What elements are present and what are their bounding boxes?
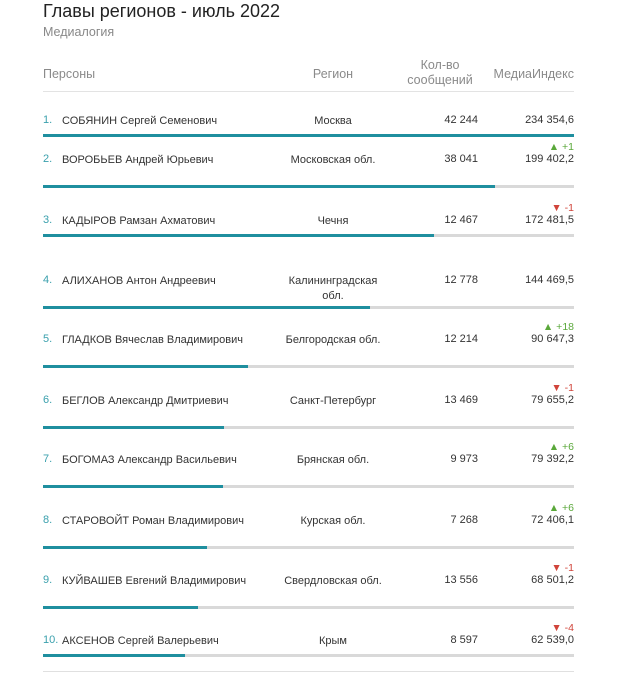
row-rank: 8. xyxy=(43,514,53,526)
row-media-index: 79 392,2 xyxy=(531,453,574,465)
row-message-count: 8 597 xyxy=(450,634,478,646)
column-header-count-line2: сообщений xyxy=(407,73,473,87)
row-index-bar-fill xyxy=(43,185,495,188)
table-row[interactable] xyxy=(0,443,620,503)
row-index-bar-fill xyxy=(43,426,224,429)
row-index-bar-track xyxy=(43,234,574,237)
page-title: Главы регионов - июль 2022 xyxy=(43,1,280,21)
row-index-bar-fill xyxy=(43,546,207,549)
row-index-bar-track xyxy=(43,134,574,137)
table-row[interactable] xyxy=(0,624,620,684)
row-message-count: 12 778 xyxy=(444,274,478,286)
row-rank-change: ▼ -1 xyxy=(551,202,574,214)
row-rank-change: ▼ -4 xyxy=(551,622,574,634)
row-rank: 9. xyxy=(43,574,53,586)
column-header-count-line1: Кол-во xyxy=(420,58,460,72)
row-message-count: 12 214 xyxy=(444,333,478,345)
row-region: Белгородская обл. xyxy=(285,334,381,346)
row-rank: 10. xyxy=(43,634,59,646)
row-person-name[interactable]: СОБЯНИН Сергей Семенович xyxy=(62,115,218,127)
row-media-index: 72 406,1 xyxy=(531,514,574,526)
row-media-index: 234 354,6 xyxy=(525,114,574,126)
row-region: Чечня xyxy=(317,215,349,227)
row-person-name[interactable]: АЛИХАНОВ Антон Андреевич xyxy=(62,275,216,287)
row-region: Санкт-Петербург xyxy=(289,395,377,407)
column-header-count[interactable] xyxy=(395,58,485,88)
table-row[interactable] xyxy=(0,504,620,564)
column-header-region[interactable]: Регион xyxy=(312,67,354,81)
table-row[interactable] xyxy=(0,264,620,324)
row-person-name[interactable]: БОГОМАЗ Александр Васильевич xyxy=(62,454,237,466)
row-rank-change: ▼ -1 xyxy=(551,562,574,574)
row-media-index: 79 655,2 xyxy=(531,394,574,406)
row-index-bar-track xyxy=(43,365,574,368)
row-media-index: 172 481,5 xyxy=(525,214,574,226)
row-index-bar-track xyxy=(43,606,574,609)
row-rank: 4. xyxy=(43,274,53,286)
row-index-bar-track xyxy=(43,185,574,188)
bottom-divider xyxy=(43,671,574,672)
row-media-index: 199 402,2 xyxy=(525,153,574,165)
row-rank: 5. xyxy=(43,333,53,345)
page-subtitle: Медиалогия xyxy=(43,25,115,39)
row-message-count: 13 556 xyxy=(444,574,478,586)
column-header-persons[interactable]: Персоны xyxy=(43,67,96,81)
table-row[interactable] xyxy=(0,143,620,203)
row-index-bar-track xyxy=(43,485,574,488)
row-index-bar-fill xyxy=(43,306,370,309)
row-message-count: 7 268 xyxy=(450,514,478,526)
row-rank-change: ▲ +6 xyxy=(548,441,574,453)
row-index-bar-fill xyxy=(43,606,198,609)
row-index-bar-track xyxy=(43,654,574,657)
row-media-index: 144 469,5 xyxy=(525,274,574,286)
table-row[interactable] xyxy=(0,204,620,264)
header-divider xyxy=(43,91,574,92)
column-header-index[interactable]: МедиаИндекс xyxy=(493,67,574,81)
row-person-name[interactable]: КАДЫРОВ Рамзан Ахматович xyxy=(62,215,216,227)
row-rank: 1. xyxy=(43,114,53,126)
row-message-count: 13 469 xyxy=(444,394,478,406)
table-row[interactable] xyxy=(0,384,620,444)
row-rank-change: ▲ +1 xyxy=(548,141,574,153)
row-index-bar-fill xyxy=(43,485,223,488)
row-person-name[interactable]: БЕГЛОВ Александр Дмитриевич xyxy=(62,395,229,407)
row-index-bar-fill xyxy=(43,365,248,368)
row-media-index: 62 539,0 xyxy=(531,634,574,646)
table-row[interactable] xyxy=(0,323,620,383)
row-index-bar-track xyxy=(43,426,574,429)
row-message-count: 42 244 xyxy=(444,114,478,126)
row-index-bar-fill xyxy=(43,654,185,657)
row-region: Свердловская обл. xyxy=(284,575,382,587)
row-person-name[interactable]: СТАРОВОЙТ Роман Владимирович xyxy=(62,515,245,527)
row-rank: 2. xyxy=(43,153,53,165)
row-rank-change: ▲ +18 xyxy=(542,321,574,333)
row-region: Москва xyxy=(314,115,352,127)
table-header xyxy=(0,58,620,91)
row-index-bar-track xyxy=(43,306,574,309)
row-message-count: 9 973 xyxy=(450,453,478,465)
row-person-name[interactable]: ВОРОБЬЕВ Андрей Юрьевич xyxy=(62,154,214,166)
table-row[interactable] xyxy=(0,564,620,624)
row-rank: 6. xyxy=(43,394,53,406)
row-rank-change: ▼ -1 xyxy=(551,382,574,394)
row-person-name[interactable]: ГЛАДКОВ Вячеслав Владимирович xyxy=(62,334,243,346)
row-person-name[interactable]: КУЙВАШЕВ Евгений Владимирович xyxy=(62,575,247,587)
row-rank: 7. xyxy=(43,453,53,465)
row-person-name[interactable]: АКСЕНОВ Сергей Валерьевич xyxy=(62,635,219,647)
row-rank: 3. xyxy=(43,214,53,226)
row-region: Московская обл. xyxy=(290,154,376,166)
row-media-index: 90 647,3 xyxy=(531,333,574,345)
row-message-count: 38 041 xyxy=(444,153,478,165)
row-index-bar-track xyxy=(43,546,574,549)
row-region: Брянская обл. xyxy=(296,454,370,466)
row-message-count: 12 467 xyxy=(444,214,478,226)
row-index-bar-fill xyxy=(43,134,574,137)
row-media-index: 68 501,2 xyxy=(531,574,574,586)
row-region: Калининградская обл. xyxy=(288,275,378,302)
row-index-bar-fill xyxy=(43,234,434,237)
row-region: Крым xyxy=(319,635,347,647)
row-rank-change: ▲ +6 xyxy=(548,502,574,514)
row-region: Курская обл. xyxy=(300,515,366,527)
